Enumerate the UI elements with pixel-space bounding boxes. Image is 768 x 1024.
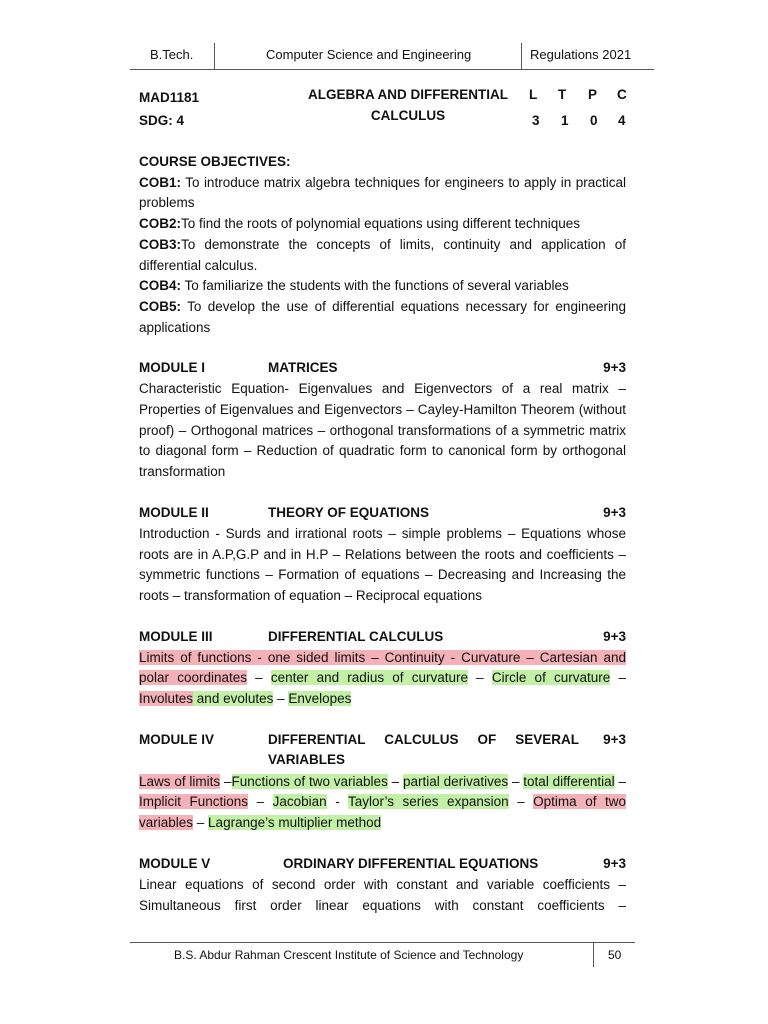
module-body: Introduction - Surds and irrational roots – simple problems – Equations whose roots are in A.P,G.P and in H.P – Relations between the roots and coefficients – symmetric functions – Formation of equations – Decreasing and Increasing the roots – transformation of equation – Reciprocal equations <box>139 525 626 603</box>
ltpc-header-p: P <box>588 87 598 102</box>
module-number: MODULE II <box>139 504 209 520</box>
highlighted-topic: Lagrange’s multiplier method <box>208 815 382 831</box>
module-body: Linear equations of second order with constant and variable coefficients – Simultaneous first order linear equations with constant coefficients – <box>139 876 626 913</box>
module-hours: 9+3 <box>603 731 626 747</box>
module-number: MODULE V <box>139 855 211 871</box>
objective-label: COB5: <box>139 298 182 314</box>
objective-text: To find the roots of polynomial equations using different techniques <box>181 216 581 232</box>
module-number: MODULE III <box>139 628 213 644</box>
objectives-heading: COURSE OBJECTIVES: <box>139 154 291 169</box>
module-title: DIFFERENTIAL CALCULUS OF SEVERAL VARIABLES <box>268 731 579 768</box>
module-title: DIFFERENTIAL CALCULUS <box>268 628 444 644</box>
page-footer <box>130 942 635 967</box>
ltpc-header-c: C <box>617 87 627 102</box>
topic-separator: – <box>220 773 232 789</box>
ltpc-value-t: 1 <box>561 113 569 128</box>
objective-text: To demonstrate the concepts of limits, continuity and application of differential calculus. <box>139 236 626 273</box>
highlighted-topic: partial derivatives <box>403 773 509 789</box>
topic-separator: – <box>387 773 403 789</box>
objective-item <box>139 173 626 214</box>
department-label: Computer Science and Engineering <box>266 47 472 62</box>
objective-item <box>139 235 626 276</box>
highlighted-topic: Taylor’s series expansion <box>347 794 509 810</box>
highlighted-topic: Functions of two variables <box>231 773 388 789</box>
header-divider <box>521 43 522 69</box>
objective-label: COB3: <box>139 236 182 252</box>
course-code: MAD1181 <box>139 90 200 105</box>
institution-name: B.S. Abdur Rahman Crescent Institute of Science and Technology <box>174 948 524 962</box>
objective-item <box>139 214 626 235</box>
objective-text: To familiarize the students with the functions of several variables <box>181 278 569 294</box>
topic-separator: – <box>273 691 289 707</box>
topic-separator: – <box>467 670 492 686</box>
topic-separator: – <box>614 773 627 789</box>
highlighted-topic: Implicit Functions <box>139 794 249 810</box>
objective-label: COB2: <box>139 216 182 232</box>
module-title: THEORY OF EQUATIONS <box>268 504 430 520</box>
objective-item <box>139 276 626 297</box>
highlighted-topic: Envelopes <box>288 691 352 707</box>
module-heading <box>139 854 626 875</box>
module-hours: 9+3 <box>603 360 626 376</box>
module-heading <box>139 627 626 648</box>
ltpc-value-c: 4 <box>618 113 626 128</box>
ltpc-value-l: 3 <box>532 113 540 128</box>
topic-separator: - <box>326 794 348 810</box>
module-number: MODULE I <box>139 360 205 376</box>
module-hours: 9+3 <box>603 628 626 644</box>
ltpc-value-p: 0 <box>590 113 598 128</box>
ltpc-header-t: T <box>558 87 567 102</box>
objective-text: To introduce matrix algebra techniques for engineers to apply in practical problems <box>139 174 626 211</box>
objective-text: To develop the use of differential equations necessary for engineering applications <box>139 298 626 335</box>
regulations-label: Regulations 2021 <box>530 47 632 62</box>
objective-label: COB4: <box>139 278 182 294</box>
topic-separator: – <box>508 794 534 810</box>
highlighted-topic: Jacobian <box>272 794 327 810</box>
objective-item <box>139 297 626 338</box>
page-header <box>130 43 654 70</box>
topic-separator: – <box>508 773 524 789</box>
module-title: MATRICES <box>268 360 338 376</box>
module-body <box>139 648 626 710</box>
course-title-line: ALGEBRA AND DIFFERENTIAL <box>308 87 508 102</box>
highlighted-topic: Limits of functions - one sided limits – Continuity - Curvature – Cartesian and polar coordinates <box>139 649 626 686</box>
module-heading <box>139 730 626 772</box>
topic-separator: – <box>193 815 209 831</box>
highlighted-topic: center and radius of curvature <box>270 670 468 686</box>
footer-divider <box>593 943 594 967</box>
module-heading <box>139 358 626 379</box>
module-number: MODULE IV <box>139 731 215 747</box>
module-hours: 9+3 <box>603 504 626 520</box>
module-body: Characteristic Equation- Eigenvalues and Eigenvectors of a real matrix – Properties of Eigenvalues and Eigenvectors – Cayley-Hamilton Theorem (without proof) – Orthogonal matrices – orthogonal transformations of a symmetric matrix to diagonal form – Reduction of quadratic form to canonical form by orthogonal transformation <box>139 381 626 480</box>
header-divider <box>214 43 215 69</box>
highlighted-topic: Involutes <box>139 691 194 707</box>
module-hours: 9+3 <box>603 855 626 871</box>
course-title <box>300 84 516 126</box>
topic-separator: – <box>610 670 626 686</box>
ltpc-header-l: L <box>529 87 538 102</box>
topic-separator: – <box>247 670 271 686</box>
page-number: 50 <box>608 948 622 962</box>
course-sdg: SDG: 4 <box>139 113 185 128</box>
highlighted-topic: Laws of limits <box>139 773 221 789</box>
highlighted-topic: and evolutes <box>193 691 274 707</box>
highlighted-topic: Circle of curvature <box>491 670 611 686</box>
topic-separator: – <box>248 794 273 810</box>
highlighted-topic: Optima of two variables <box>139 794 626 831</box>
program-label: B.Tech. <box>150 47 194 62</box>
highlighted-topic: total differential <box>523 773 615 789</box>
module-body <box>139 772 626 834</box>
module-title: ORDINARY DIFFERENTIAL EQUATIONS <box>283 855 539 871</box>
course-title-line: CALCULUS <box>370 108 446 123</box>
syllabus-body <box>139 152 626 916</box>
module-heading <box>139 503 626 524</box>
objective-label: COB1: <box>139 174 182 190</box>
